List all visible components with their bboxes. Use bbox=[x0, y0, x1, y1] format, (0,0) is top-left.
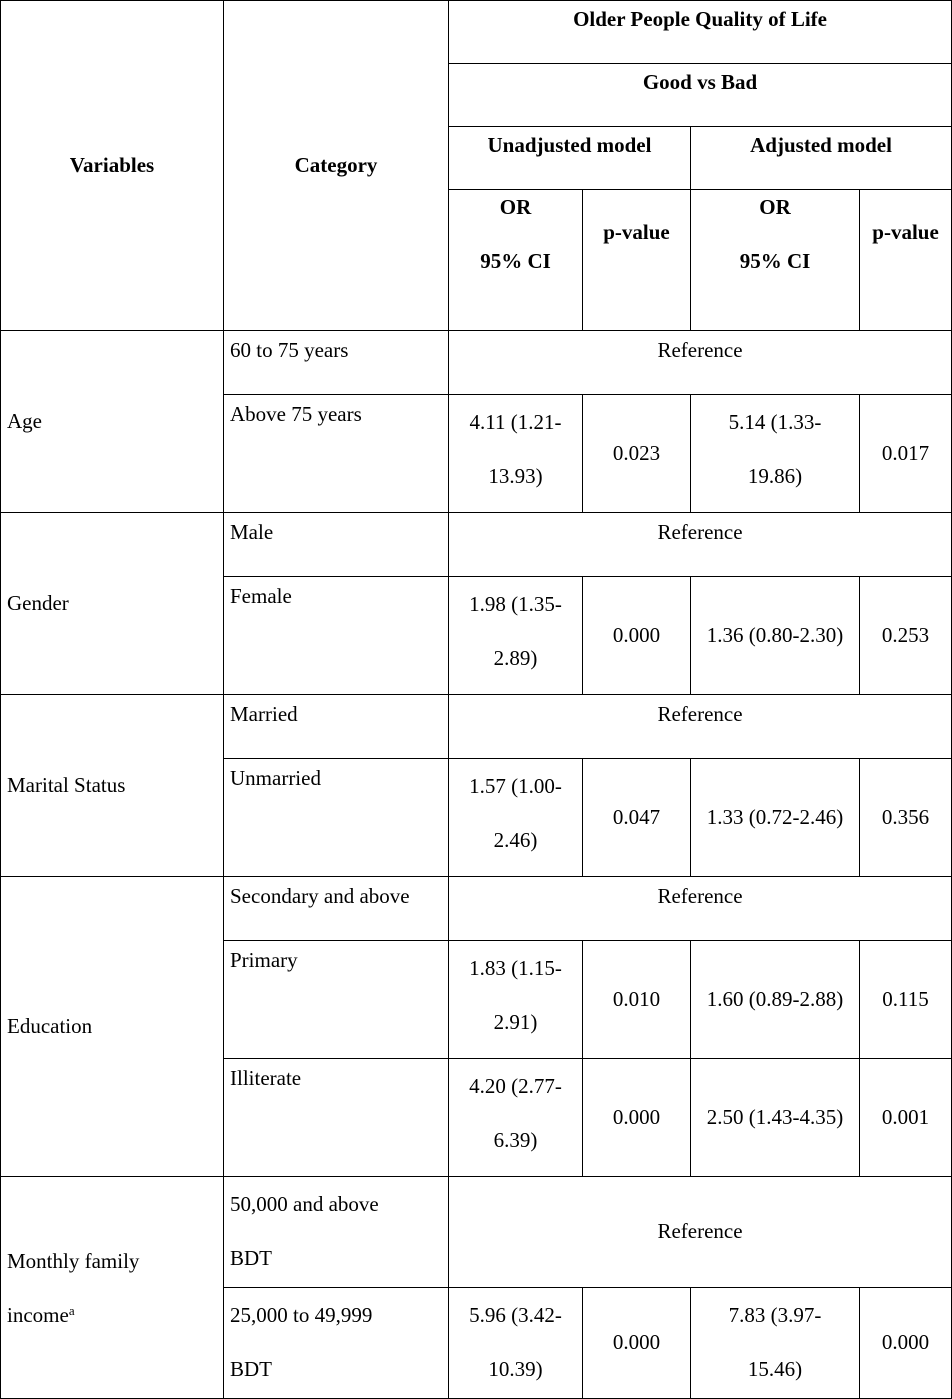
header-ci-label: 95% CI bbox=[480, 249, 551, 273]
category-cell: Female bbox=[224, 577, 449, 695]
header-unadjusted: Unadjusted model bbox=[449, 127, 691, 190]
header-adjusted: Adjusted model bbox=[691, 127, 952, 190]
variable-education: Education bbox=[1, 877, 224, 1177]
variable-gender: Gender bbox=[1, 513, 224, 695]
category-cell: Married bbox=[224, 695, 449, 759]
or-line: 1.98 (1.35- bbox=[469, 592, 562, 616]
unadjusted-pvalue-cell: 0.000 bbox=[583, 577, 691, 695]
variable-line: Monthly family bbox=[7, 1248, 140, 1273]
category-cell: Male bbox=[224, 513, 449, 577]
unadjusted-pvalue-cell: 0.000 bbox=[583, 1288, 691, 1399]
header-category: Category bbox=[224, 1, 449, 331]
unadjusted-pvalue-cell: 0.010 bbox=[583, 941, 691, 1059]
or-line: 5.14 (1.33- bbox=[728, 410, 822, 434]
unadjusted-pvalue-cell: 0.000 bbox=[583, 1059, 691, 1177]
header-or-label: OR bbox=[499, 195, 532, 219]
category-cell: Above 75 years bbox=[224, 395, 449, 513]
table-row bbox=[1, 513, 952, 577]
reference-cell: Reference bbox=[449, 877, 952, 941]
table-row bbox=[1, 331, 952, 395]
adjusted-pvalue-cell: 0.115 bbox=[860, 941, 952, 1059]
or-line: 7.83 (3.97- bbox=[728, 1303, 822, 1327]
adjusted-pvalue-cell: 0.253 bbox=[860, 577, 952, 695]
variable-text: income bbox=[7, 1302, 69, 1327]
table-row bbox=[1, 1177, 952, 1288]
header-adjusted-or bbox=[691, 190, 860, 331]
adjusted-pvalue-cell: 0.356 bbox=[860, 759, 952, 877]
unadjusted-or-cell bbox=[449, 1059, 583, 1177]
variable-marital-status: Marital Status bbox=[1, 695, 224, 877]
or-line: 1.83 (1.15- bbox=[469, 956, 562, 980]
variable-monthly-family-income bbox=[1, 1177, 224, 1399]
header-unadjusted-or bbox=[449, 190, 583, 331]
or-line: 13.93) bbox=[488, 464, 543, 488]
adjusted-or-cell: 1.33 (0.72-2.46) bbox=[691, 759, 860, 877]
category-line: 25,000 to 49,999 bbox=[230, 1303, 373, 1327]
header-adjusted-pvalue: p-value bbox=[860, 190, 952, 331]
adjusted-or-cell: 1.60 (0.89-2.88) bbox=[691, 941, 860, 1059]
category-cell bbox=[224, 1177, 449, 1288]
reference-cell: Reference bbox=[449, 513, 952, 577]
table-row bbox=[1, 877, 952, 941]
category-cell: Secondary and above bbox=[224, 877, 449, 941]
reference-cell: Reference bbox=[449, 695, 952, 759]
variable-age: Age bbox=[1, 331, 224, 513]
unadjusted-or-cell bbox=[449, 759, 583, 877]
adjusted-or-cell bbox=[691, 1288, 860, 1399]
or-line: 10.39) bbox=[488, 1357, 543, 1381]
unadjusted-or-cell bbox=[449, 941, 583, 1059]
category-cell: 60 to 75 years bbox=[224, 331, 449, 395]
unadjusted-or-cell bbox=[449, 1288, 583, 1399]
unadjusted-pvalue-cell: 0.047 bbox=[583, 759, 691, 877]
adjusted-pvalue-cell: 0.017 bbox=[860, 395, 952, 513]
or-line: 15.46) bbox=[747, 1357, 803, 1381]
variable-line bbox=[7, 1288, 217, 1342]
or-line: 1.57 (1.00- bbox=[469, 774, 562, 798]
category-cell bbox=[224, 1288, 449, 1399]
header-or-label: OR bbox=[759, 195, 791, 219]
or-line: 4.11 (1.21- bbox=[469, 410, 562, 434]
footnote-marker: a bbox=[68, 1302, 75, 1318]
header-comparison: Good vs Bad bbox=[449, 64, 952, 127]
category-cell: Primary bbox=[224, 941, 449, 1059]
category-line: 50,000 and above bbox=[230, 1192, 379, 1216]
or-line: 6.39) bbox=[493, 1128, 538, 1152]
header-unadjusted-pvalue: p-value bbox=[583, 190, 691, 331]
category-line: BDT bbox=[230, 1246, 272, 1270]
category-cell: Illiterate bbox=[224, 1059, 449, 1177]
adjusted-or-cell: 2.50 (1.43-4.35) bbox=[691, 1059, 860, 1177]
or-line: 19.86) bbox=[747, 464, 803, 488]
or-line: 4.20 (2.77- bbox=[469, 1074, 562, 1098]
or-line: 5.96 (3.42- bbox=[469, 1303, 562, 1327]
adjusted-pvalue-cell: 0.001 bbox=[860, 1059, 952, 1177]
reference-cell: Reference bbox=[449, 331, 952, 395]
category-line: BDT bbox=[230, 1357, 272, 1381]
or-line: 2.46) bbox=[493, 828, 538, 852]
header-variables: Variables bbox=[1, 1, 224, 331]
category-cell: Unmarried bbox=[224, 759, 449, 877]
adjusted-or-cell bbox=[691, 395, 860, 513]
unadjusted-pvalue-cell: 0.023 bbox=[583, 395, 691, 513]
table-row bbox=[1, 695, 952, 759]
adjusted-pvalue-cell: 0.000 bbox=[860, 1288, 952, 1399]
reference-cell: Reference bbox=[449, 1177, 952, 1288]
header-ci-label: 95% CI bbox=[739, 249, 811, 273]
adjusted-or-cell: 1.36 (0.80-2.30) bbox=[691, 577, 860, 695]
or-line: 2.91) bbox=[493, 1010, 538, 1034]
unadjusted-or-cell bbox=[449, 395, 583, 513]
unadjusted-or-cell bbox=[449, 577, 583, 695]
or-line: 2.89) bbox=[493, 646, 538, 670]
header-outcome: Older People Quality of Life bbox=[449, 1, 952, 64]
